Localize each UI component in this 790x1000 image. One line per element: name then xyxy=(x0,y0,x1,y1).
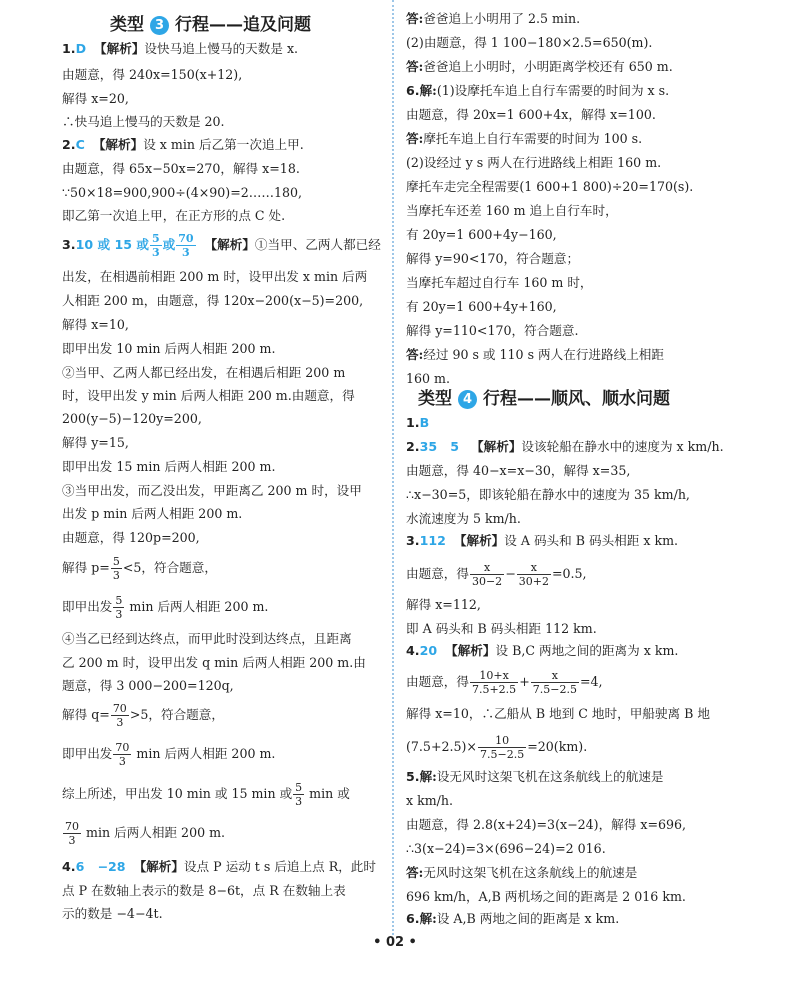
r-q6-line: 答:经过 90 s 或 110 s 两人在行进路线上相距 xyxy=(406,347,664,362)
r5-line: 696 km/h，A,B 两机场之间的距离是 2 016 km. xyxy=(406,889,686,904)
section-number-badge: 3 xyxy=(150,16,169,35)
q3-q-solution: 解得 q= $\frac{70}{3}$ >5，符合题意， xyxy=(62,702,224,729)
q3-line: 200(y−5)−120y=200, xyxy=(62,411,202,426)
q3-line: 由题意，得 120p=200, xyxy=(62,530,200,545)
q3-line: 即甲出发 10 min 后两人相距 200 m. xyxy=(62,341,276,356)
page-number: • 02 • xyxy=(373,935,417,950)
q1-line: 由题意，得 240x=150(x+12), xyxy=(62,67,243,82)
q3-line: 时，设甲出发 y min 后两人相距 200 m.由题意，得 xyxy=(62,388,355,403)
q3-line: ①当甲、乙两人都已经 xyxy=(254,237,381,252)
q3-line: 解得 x=10, xyxy=(62,317,129,332)
fraction: $\frac{x}{7.5-2.5}$ xyxy=(532,669,577,696)
q2-header xyxy=(62,136,304,154)
r5-line: ∴3(x−24)=3×(696−24)=2 016. xyxy=(406,841,606,856)
q3-line: ③当甲出发，而乙没出发，甲距离乙 200 m 时，设甲 xyxy=(62,483,362,498)
section-label: 类型 xyxy=(110,15,144,35)
q4-answer: 6 −28 xyxy=(75,859,126,874)
r5-line: 答:无风时这架飞机在这条航线上的航速是 xyxy=(406,865,638,880)
r-q6-line: 答:摩托车追上自行车需要的时间为 100 s. xyxy=(406,131,643,146)
q3-line: 即甲出发 15 min 后两人相距 200 m. xyxy=(62,459,276,474)
q3-line: 乙 200 m 时，设甲出发 q min 后两人相距 200 m.由 xyxy=(62,655,366,670)
q3-number: 3. xyxy=(62,237,76,252)
q3-tag: 【解析】 xyxy=(204,237,255,252)
r-top-line: (2)由题意，得 1 100−180×2.5=650(m). xyxy=(406,35,653,50)
r-q6-line: 有 20y=1 600+4y−160, xyxy=(406,227,557,242)
q4-line: 示的数是 −4−4t. xyxy=(62,906,163,921)
r2-line: 水流速度为 5 km/h. xyxy=(406,511,521,526)
q3-line: 出发，在相遇前相距 200 m 时，设甲出发 x min 后两 xyxy=(62,269,368,284)
q3-line: ④当乙已经到达终点，而甲此时没到达终点，且距离 xyxy=(62,631,352,646)
q2-line: 设 x min 后乙第一次追上甲. xyxy=(143,137,304,152)
section-label: 类型 xyxy=(418,389,452,409)
r1-header: 1.B xyxy=(406,415,430,430)
section-number-badge: 4 xyxy=(458,390,477,409)
q3-p-result: 即甲出发 $\frac{5}{3}$ min 后两人相距 200 m. xyxy=(62,594,269,621)
fraction: $\frac{70}{3}$ xyxy=(65,820,79,847)
q3-header xyxy=(62,232,381,259)
q2-tag: 【解析】 xyxy=(92,137,144,152)
r5-line: x km/h. xyxy=(406,793,454,808)
fraction: $\frac{5}{3}$ xyxy=(295,781,303,808)
q4-number: 4. xyxy=(62,859,76,874)
q3-line: 解得 y=15, xyxy=(62,435,129,450)
r6-header: 6.解:设 A,B 两地之间的距离是 x km. xyxy=(406,911,620,926)
q2-number: 2. xyxy=(62,137,76,152)
q1-line: 解得 x=20, xyxy=(62,91,129,106)
q3-line: 人相距 200 m，由题意，得 120x−200(x−5)=200, xyxy=(62,293,364,308)
fraction: $\frac{5}{3}$ xyxy=(115,594,123,621)
r-q6-line: 解得 y=110<170，符合题意. xyxy=(406,323,579,338)
fraction: $\frac{70}{3}$ xyxy=(115,741,130,768)
section-heading: 行程——追及问题 xyxy=(175,15,311,35)
fraction: $\frac{x}{30+2}$ xyxy=(518,561,549,588)
q3-line: 题意，得 3 000−200=120q, xyxy=(62,678,234,693)
q3-line: 出发 p min 后两人相距 200 m. xyxy=(62,506,243,521)
r4-header: 4.20 【解析】设 B,C 两地之间的距离为 x km. xyxy=(406,643,679,658)
r-q6-line: 摩托车走完全程需要(1 600+1 800)÷20=170(s). xyxy=(406,179,694,194)
q1-answer: D xyxy=(75,41,87,56)
q1-line: 设快马追上慢马的天数是 x. xyxy=(144,41,299,56)
r3-line: 即 A 码头和 B 码头相距 112 km. xyxy=(406,621,597,636)
fraction: $\frac{10+x}{7.5+2.5}$ xyxy=(471,669,517,696)
q2-line: 即乙第一次追上甲，在正方形的点 C 处. xyxy=(62,208,286,223)
r-top-line: 答:爸爸追上小明用了 2.5 min. xyxy=(406,11,581,26)
q2-answer: C xyxy=(75,137,85,152)
fraction: $\frac{70}{3}$ xyxy=(112,702,127,729)
r4-equation: 由题意，得 $\frac{10+x}{7.5+2.5}$ + $\frac{x}{7.5-2.5}$ =4, xyxy=(406,669,603,696)
r-q6-line: (2)设经过 y s 两人在行进路线上相距 160 m. xyxy=(406,155,662,170)
r3-header: 3.112 【解析】设 A 码头和 B 码头相距 x km. xyxy=(406,533,679,548)
r2-header: 2.35 5 【解析】设该轮船在静水中的速度为 x km/h. xyxy=(406,439,724,454)
q3-summary-end: $\frac{70}{3}$ min 后两人相距 200 m. xyxy=(65,820,226,847)
q1-line: ∴快马追上慢马的天数是 20. xyxy=(62,114,225,129)
q3-answer-fraction: $\frac{70}{3}$ xyxy=(178,232,194,259)
q3-answer-or: 或 xyxy=(162,237,176,252)
r-q6-line: 当摩托车还差 160 m 追上自行车时， xyxy=(406,203,618,218)
r4-line: 解得 x=10，∴乙船从 B 地到 C 地时，甲船驶离 B 地 xyxy=(406,706,710,721)
q3-answer-fraction: $\frac{5}{3}$ xyxy=(151,232,160,259)
q3-q-result: 即甲出发 $\frac{70}{3}$ min 后两人相距 200 m. xyxy=(62,741,276,768)
r3-line: 解得 x=112, xyxy=(406,597,481,612)
fraction: $\frac{10}{7.5-2.5}$ xyxy=(480,734,525,761)
q4-header xyxy=(62,858,376,876)
fraction: $\frac{5}{3}$ xyxy=(112,555,120,582)
r-top-line: 答:爸爸追上小明时，小明距离学校还有 650 m. xyxy=(406,59,673,74)
r5-line: 由题意，得 2.8(x+24)=3(x−24)，解得 x=696, xyxy=(406,817,687,832)
q2-line: ∵50×18=900,900÷(4×90)=2……180, xyxy=(62,185,303,200)
r-q6-line: 160 m. xyxy=(406,371,450,386)
r4-calc: (7.5+2.5)× $\frac{10}{7.5-2.5}$ =20(km). xyxy=(406,734,588,761)
r-q6-line: 由题意，得 20x=1 600+4x，解得 x=100. xyxy=(406,107,656,122)
r-q6-line: 当摩托车超过自行车 160 m 时， xyxy=(406,275,593,290)
section-heading: 行程——顺风、顺水问题 xyxy=(483,389,670,409)
r3-equation: 由题意，得 $\frac{x}{30-2}$ − $\frac{x}{30+2}$ =0.5, xyxy=(406,561,587,588)
q3-summary: 综上所述，甲出发 10 min 或 15 min 或 $\frac{5}{3}$ min 或 xyxy=(62,781,350,808)
r2-line: 由题意，得 40−x=x−30，解得 x=35, xyxy=(406,463,631,478)
q1-tag: 【解析】 xyxy=(94,41,145,56)
q1-header xyxy=(62,40,298,58)
r-q6-line: 有 20y=1 600+4y+160, xyxy=(406,299,557,314)
r5-header: 5.解:设无风时这架飞机在这条航线上的航速是 xyxy=(406,769,664,784)
q4-line: 点 P 在数轴上表示的数是 8−6t，点 R 在数轴上表 xyxy=(62,883,346,898)
q3-answer: 10 或 15 或 xyxy=(75,237,149,252)
r-q6-header: 6.解:(1)设摩托车追上自行车需要的时间为 x s. xyxy=(406,83,670,98)
q4-tag: 【解析】 xyxy=(133,859,184,874)
r2-line: ∴x−30=5，即该轮船在静水中的速度为 35 km/h, xyxy=(406,487,690,502)
q1-number: 1. xyxy=(62,41,76,56)
column-divider xyxy=(392,0,394,935)
section-title-4 xyxy=(418,384,670,409)
q4-line: 设点 P 运动 t s 后追上点 R，此时 xyxy=(183,859,376,874)
q3-p-solution: 解得 p= $\frac{5}{3}$ <5，符合题意， xyxy=(62,555,217,582)
section-title-3 xyxy=(110,10,311,35)
r-q6-line: 解得 y=90<170，符合题意； xyxy=(406,251,580,266)
fraction: $\frac{x}{30-2}$ xyxy=(471,561,503,588)
q2-line: 由题意，得 65x−50x=270，解得 x=18. xyxy=(62,161,300,176)
q3-line: ②当甲、乙两人都已经出发，在相遇后相距 200 m xyxy=(62,365,346,380)
